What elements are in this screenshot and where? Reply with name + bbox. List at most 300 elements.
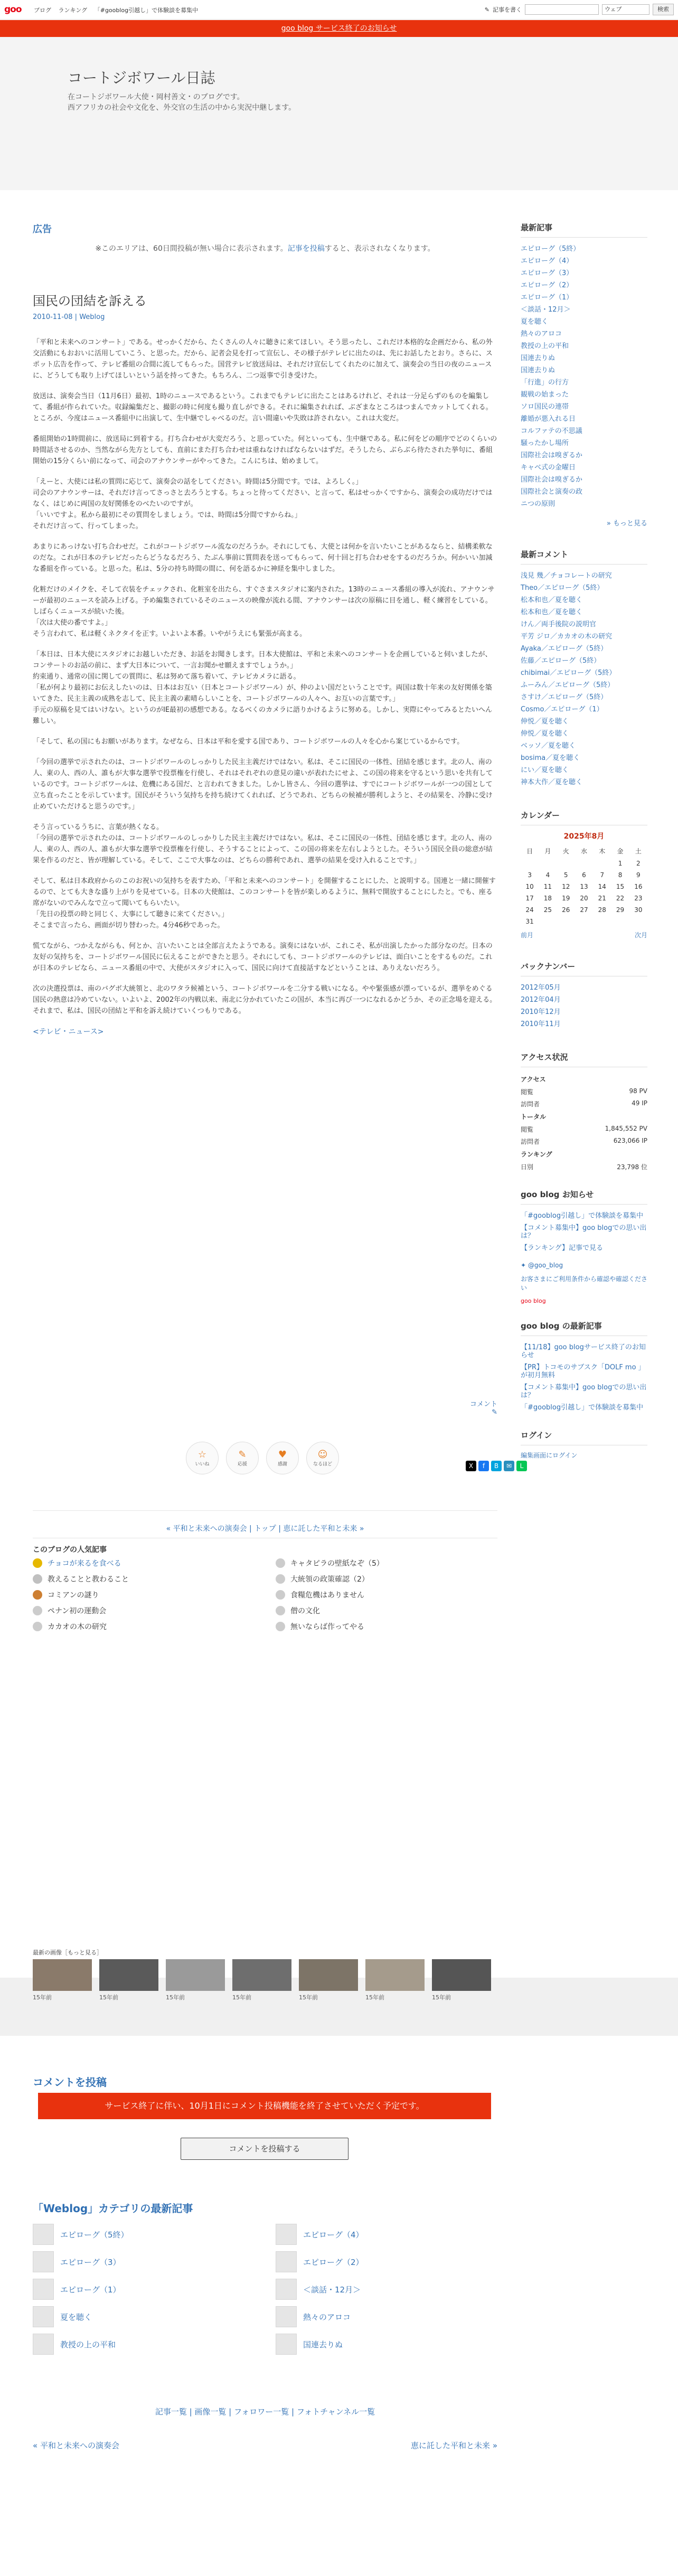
calendar-day: 7	[600, 871, 605, 879]
latest-comment-link[interactable]: にい／夏を聴く	[521, 766, 569, 774]
goo-notice-heading: goo blog お知らせ	[521, 1189, 647, 1205]
category-item[interactable]	[276, 2224, 497, 2245]
recent-image[interactable]	[33, 1959, 92, 2001]
thumbnail[interactable]	[232, 1959, 291, 1991]
category-item[interactable]	[33, 2251, 255, 2272]
entry-paragraph: 化粧だけのメイクを、そして衣装をチェックされ、化粧室を出たら、すぐさまスタジオに案内された。13時のニュース番組の導入が流れ、アナウンサーが最初のニュースを読み上げる。予め編集されているそのニュースの映像が流れる間、アナウンサーは次の原稿に目を通し、軽く練習をしている。しばらくニュースが続いた後。 「次は大使の番ですよ。」 そう言われて、私は軽くネクタイを正す。いよいよ本番。いやがうえにも緊張が高まる。	[33, 586, 495, 638]
calendar-day	[593, 916, 611, 927]
post-article-link[interactable]: 記事を投稿	[287, 245, 325, 253]
divider	[33, 1510, 497, 1511]
access-row	[521, 1086, 647, 1098]
calendar-week-header	[521, 844, 647, 858]
entry-paragraph: 「えーと、大使には私の質問に応じて、演奏会の話をしてください。時間は5分間です。では、よろしく。」 司会のアナウンサーは、それだけ言ってさっさと去ろうとする。ちょっと待ってください、と言って、私はせっかくですから、演奏会の成功だけではなく、はじめに両国の友好関係をのべたいのですが。 「いいですよ。私から最初にその質問をしましょう。では、時間は5分間ですからね。」 それだけ言って、行ってしまった。	[33, 478, 493, 530]
entry-title[interactable]: 国民の団結を訴える	[33, 294, 147, 308]
access-row-value: 623,066 IP	[613, 1137, 647, 1144]
latest-article-link[interactable]: 国際社会は嗅ぎるか	[521, 452, 583, 459]
entry-paragraph: そう言っているうちに、言葉が熱くなる。 「今回の選挙で示されたのは、コートジボワールのしっかりした民主主義だけではない。私は、そこに国民の一体性、団結を感じます。北の人、南の人、東の人、西の人、誰もが大事な選挙で投票権を行使し、そうすることによって、この国の将来を左右しようとした。そういう国民全員の総意が結果を作るのだと、皆が理解している。そして、ここで大事なのは、どちらの勝利であれ、選挙の結果を受け入れることです。」	[33, 823, 493, 864]
thumbnail	[276, 2251, 297, 2272]
calendar-weekday: 土	[635, 848, 642, 855]
next-entry-link[interactable]: 恵に託した平和と未来 »	[411, 2441, 497, 2450]
backnumber-link[interactable]: 2012年05月	[521, 984, 561, 992]
latest-comment-link[interactable]: ベッソ／夏を聴く	[521, 742, 576, 750]
thumbnail	[33, 2224, 54, 2245]
popular-item[interactable]	[33, 1621, 255, 1632]
search-button[interactable]: 検索	[653, 4, 674, 15]
latest-article-link[interactable]: 夏を聴く	[521, 318, 549, 326]
calendar-day: 17	[525, 895, 534, 902]
entry-paragraph: 慌てながら、つかえながらも、何とか、言いたいことは全部言えたようである。演奏にはないが、これこそ、私が出演したかった部分なのだ。日本の友好の気持ちを、コートジボワール国民に伝えることができたと思う。それにしても、コートジボワールのテレビは、面白いことをするものだ。これが日本のテレビなら、ニュース番組の中で、大使がスタジオに入って、国民に向けて直接話すなどということは、ありえないだろう。	[33, 942, 493, 972]
category-item-label[interactable]: エピローグ（2）	[303, 2257, 364, 2267]
latest-article-link[interactable]: コルファテの不思議	[521, 427, 582, 435]
ranking-label: ランキング	[521, 1151, 552, 1158]
calendar-day: 6	[582, 871, 586, 879]
calendar-row	[521, 858, 647, 869]
goo-notice-list	[521, 1210, 647, 1254]
thumbnail	[276, 2224, 297, 2245]
calendar-heading: カレンダー	[521, 810, 647, 825]
access-row-label: 訪問者	[521, 1138, 540, 1145]
rank-icon	[33, 1606, 42, 1615]
calendar-day	[557, 858, 575, 869]
category-item[interactable]	[33, 2306, 255, 2327]
latest-article-link[interactable]: 教授の上の平和	[521, 342, 569, 350]
reaction-cheer-button[interactable]	[226, 1442, 259, 1474]
pen-icon: ✎	[492, 1408, 497, 1416]
twitter-handle[interactable]: @goo_blog	[528, 1262, 563, 1269]
calendar-day: 13	[580, 883, 588, 890]
latest-comment-link[interactable]: 神本大作／夏を聴く	[521, 778, 583, 786]
popular-item[interactable]	[33, 1558, 255, 1568]
comment-link[interactable]	[470, 1398, 497, 1416]
share-buttons	[466, 1461, 527, 1471]
twitter-icon: ✦	[521, 1262, 528, 1269]
header-tools	[485, 4, 674, 15]
backnumber-heading: バックナンバー	[521, 961, 647, 976]
reaction-label: 感謝	[277, 1462, 287, 1467]
calendar-row	[521, 916, 647, 927]
popular-item[interactable]	[276, 1605, 497, 1616]
access-stats	[521, 1073, 647, 1173]
backnumber-link[interactable]: 2010年11月	[521, 1020, 561, 1028]
popular-item-label[interactable]: カカオの木の研究	[48, 1623, 107, 1631]
latest-articles-heading: 最新記事	[521, 222, 647, 238]
access-row-value: 49 IP	[632, 1099, 647, 1107]
popular-item-label[interactable]: 僧の文化	[290, 1607, 320, 1615]
comment-link-label[interactable]: コメント	[469, 1400, 497, 1408]
latest-article-link[interactable]: 国連去りぬ	[521, 354, 555, 362]
access-row	[521, 1098, 647, 1110]
calendar-weekday: 火	[562, 848, 569, 855]
popular-item-label[interactable]: 大統領の政策確認（2）	[290, 1575, 369, 1584]
goo-latest-link[interactable]: 【PR】トコモのサブスク「DOLF mo 」が初月無料	[521, 1364, 645, 1379]
latest-comments-list	[521, 570, 647, 788]
hatena-share-icon[interactable]: B	[491, 1461, 502, 1471]
latest-article-link[interactable]: エピローグ（4）	[521, 257, 573, 265]
entry-paragraph: 「そして、私の国にもお願いがあります。なぜなら、日本は平和を愛する国であり、コートジボワールの人々を心から案じているからです。	[33, 738, 464, 746]
calendar-day: 14	[598, 883, 606, 890]
crown-icon	[33, 1558, 42, 1568]
latest-article-link[interactable]: 観戦の始まった	[521, 391, 569, 399]
rank-icon	[276, 1622, 285, 1631]
calendar-nav	[521, 930, 647, 939]
popular-item-label[interactable]: チョコが来るを食べる	[48, 1559, 121, 1568]
latest-article-link[interactable]: 「行進」の行方	[521, 379, 569, 387]
blog-description: 在コートジボワール大使・岡村善文・のブログです。 西アフリカの社会や文化を、外交官の生活の中から実況中継します。	[68, 93, 296, 112]
calendar-day: 5	[563, 871, 568, 879]
latest-article-link[interactable]: エピローグ（1）	[521, 294, 573, 302]
nav-blog[interactable]: ブログ	[34, 7, 51, 14]
calendar-day: 2	[636, 860, 641, 867]
latest-comment-link[interactable]: 浅見 幾／チョコレートの研究	[521, 572, 612, 580]
crown-icon	[33, 1574, 42, 1584]
calendar-day	[611, 916, 629, 927]
nav-ranking[interactable]: ランキング	[58, 7, 88, 14]
calendar-day: 18	[543, 895, 552, 902]
thumbnail-caption: 15年前	[99, 1994, 118, 2001]
latest-article-link[interactable]: エピローグ（5終）	[521, 245, 580, 253]
goo-latest-list	[521, 1341, 647, 1414]
latest-comments-heading: 最新コメント	[521, 549, 647, 565]
goo-logo[interactable]: goo	[4, 4, 22, 15]
rank-icon	[276, 1606, 285, 1615]
goo-notice-link[interactable]: 「#gooblog引越し」で体験談を募集中	[521, 1212, 644, 1220]
thumbnail	[33, 2279, 54, 2300]
latest-comment-link[interactable]: けん／両手後院の説明官	[521, 621, 597, 628]
recent-image[interactable]	[299, 1959, 358, 2001]
twitter-link[interactable]	[521, 1262, 647, 1269]
latest-article-link[interactable]: ニつの原則	[521, 500, 555, 508]
reaction-thanks-button[interactable]	[266, 1442, 299, 1474]
write-article-link[interactable]: 記事を書く	[493, 6, 522, 13]
access-row-value: 1,845,552 PV	[605, 1125, 647, 1132]
post-comment-button[interactable]: コメントを投稿する	[181, 2138, 349, 2160]
category-item-label[interactable]: エピローグ（5終）	[60, 2230, 129, 2240]
recent-images	[33, 1959, 491, 2001]
popular-list	[33, 1558, 497, 1632]
calendar-day	[557, 916, 575, 927]
thumbnail-caption: 15年前	[33, 1994, 52, 2001]
entry-paragraph: 「平和と未来へのコンサート」である。せっかくだから、たくさんの人々に聴きに来てほしい。そう思ったし、これだけ本格的な企画だから、私の外交活動にもおおいに活用していこう、と思った。だから、記者会見を打って宣伝し、その様子がテレビに出たのは、先にお話したとおり。さらに、スポット広告を作って、テレビ番組の合間に流してもらった。国営テレビ放送局は、それだけ宣伝してくれたのに加えて、演奏会の当日の夜のニュースに、どうしても取り上げてほしいという話を持ってきた。もちろん、二つ返事で引き受けた。	[33, 339, 493, 380]
reaction-like-button[interactable]	[186, 1442, 219, 1474]
latest-article-link[interactable]: エピローグ（3）	[521, 269, 573, 277]
more-articles-link[interactable]: » もっと見る	[606, 520, 647, 528]
blog-title[interactable]: コートジボワール日誌	[68, 69, 215, 87]
access-row-label: 閲覧	[521, 1126, 534, 1133]
thumbnail-caption: 15年前	[365, 1994, 384, 2001]
entry-paragraph: あまりにあっけない打ち合わせだ。これがコートジボワール流なのだろうか。それにしても、大使とは何かを言いたいことがあるならと、結構柔軟なのだな。これが日本のテレビだったらどうなるだろう、たぶん事前に質問表を送ってもらって、何十回と打ち合わせをするのだろうか。何かいい加減な番組を作っている。と思った。私は、5分の持ち時間の間に、何を語るかに神経を集中しました。	[33, 543, 493, 573]
comment-heading: コメントを投稿	[33, 2076, 107, 2089]
calendar-month: 2025年8月	[563, 832, 605, 841]
recent-image[interactable]	[365, 1959, 425, 2001]
calendar-day: 9	[636, 871, 641, 879]
popular-item[interactable]	[33, 1590, 255, 1600]
goo-notice-link[interactable]: 【ランキング】記事で見る	[521, 1244, 604, 1252]
latest-article-link[interactable]: エピローグ（2）	[521, 281, 573, 289]
terms-link[interactable]: お客さまにご利用条件から確認や確認ください	[521, 1275, 648, 1292]
popular-item-label[interactable]: キャタピラの壁紙なぞ（5）	[290, 1559, 384, 1568]
footer-nav[interactable]: 記事一覧 | 画像一覧 | フォロワー一覧 | フォトチャンネル一覧	[155, 2407, 375, 2417]
smile-icon: ☺	[317, 1449, 328, 1460]
access-row-label: 訪問者	[521, 1101, 540, 1108]
calendar-prev-link[interactable]: 前月	[521, 932, 534, 939]
search-input[interactable]	[525, 4, 599, 15]
latest-comment-link[interactable]: bosima／夏を聴く	[521, 754, 580, 762]
calendar-day: 30	[634, 906, 643, 914]
goo-notice-link[interactable]: 【コメント募集中】goo blogでの思い出は？	[521, 1224, 647, 1240]
latest-comment-link[interactable]: 佐藤／エピローグ（5終）	[521, 657, 601, 665]
calendar-day: 29	[616, 906, 625, 914]
thumbnail	[276, 2334, 297, 2355]
category-item[interactable]	[276, 2251, 497, 2272]
backnumber-link[interactable]: 2012年04月	[521, 996, 561, 1004]
category-item[interactable]	[33, 2334, 255, 2355]
category-item[interactable]	[33, 2224, 255, 2245]
calendar-day	[575, 916, 593, 927]
facebook-share-icon[interactable]: f	[478, 1461, 489, 1471]
thumbnail	[276, 2279, 297, 2300]
entry-paragraph: 「本日は、日本大使にスタジオにお越しいただき、お話をお聞きします。日本大使館は、平和と未来へのコンサートを企画していると伺いましたが、コンサートのお話の前に、まず大日本について、一言お聞かせ願えますでしょうか。」 約束通り、通常の国に関しての質問に、私は努めて落ち着いて、テレビカメラに語る。 「私が何より最初にお伝えしたいのは、日本はお互い（日本とコートジボワール）が、仲のよい国だということです。両国は数十年来の友好関係を築いてきた、民主主義の成熟を志して、民主主義の素晴らしいことを、コートジボワールの人々へ、お互いの言葉です。」 手元の原稿を見てはいけない。というのがIE最初の感想である。なるべくのカメラに語りかけるように努める。しかし、実際にやってみるとたいへん難しい。	[33, 651, 493, 725]
rank-icon	[276, 1574, 285, 1584]
calendar-weekday: 金	[617, 848, 624, 855]
thumbnail	[33, 2334, 54, 2355]
goo-latest-link[interactable]: 「#gooblog引越し」で体験談を募集中	[521, 1404, 644, 1412]
category-latest-heading: 「Weblog」カテゴリの最新記事	[33, 2202, 193, 2215]
calendar-day: 31	[525, 918, 534, 925]
calendar-day: 22	[616, 895, 625, 902]
access-row	[521, 1135, 647, 1148]
access-row-value: 23,798 位	[617, 1163, 647, 1171]
calendar-day: 12	[562, 883, 570, 890]
popular-item-label[interactable]: 食糧危機はありません	[290, 1591, 364, 1600]
ad-notice-suffix: すると、表示されなくなります。	[324, 245, 435, 253]
calendar-day: 21	[598, 895, 606, 902]
service-end-notice-text[interactable]: goo blog サービス終了のお知らせ	[281, 24, 397, 33]
reaction-buttons	[186, 1442, 339, 1474]
pen-icon: ✎	[484, 6, 489, 13]
category-item[interactable]	[276, 2334, 497, 2355]
ad-notice-prefix: ※このエリアは、60日間投稿が無い場合に表示されます。	[95, 245, 288, 253]
popular-item-label[interactable]: ペナン初の運動会	[48, 1607, 107, 1615]
calendar-day: 16	[634, 883, 643, 890]
goo-latest-link[interactable]: 【11/18】goo blogサービス終了のお知らせ	[521, 1343, 646, 1359]
prev-entry-link[interactable]: « 平和と未来への演奏会	[33, 2441, 119, 2450]
rank-icon	[33, 1622, 42, 1631]
category-item-label[interactable]: 教授の上の平和	[60, 2339, 116, 2349]
popular-item-label[interactable]: 無いならば作ってやる	[290, 1623, 364, 1631]
calendar-day: 1	[618, 860, 623, 867]
access-row	[521, 1161, 647, 1173]
ad-heading: 広告	[33, 224, 52, 235]
login-heading: ログイン	[521, 1430, 647, 1445]
calendar-day	[593, 858, 611, 869]
thumbnail-caption: 15年前	[232, 1994, 251, 2001]
reaction-label: なるほど	[313, 1462, 332, 1467]
recent-images-label[interactable]: 最新の画像［もっと見る］	[33, 1949, 102, 1956]
calendar-day: 10	[525, 883, 534, 890]
rank-icon	[276, 1590, 285, 1600]
popular-item[interactable]	[33, 1574, 255, 1584]
latest-comment-link[interactable]: 平芳 ジロ／カカオの木の研究	[521, 633, 613, 641]
popular-item[interactable]	[276, 1621, 497, 1632]
category-latest-list	[33, 2224, 497, 2355]
latest-comment-link[interactable]: Theo／エピローグ（5終）	[521, 584, 604, 592]
calendar-row	[521, 892, 647, 904]
popular-item-label[interactable]: 教えることと教わること	[48, 1575, 129, 1584]
popular-item[interactable]	[276, 1558, 497, 1568]
access-row-value: 98 PV	[629, 1087, 647, 1095]
latest-article-link[interactable]: 騒ったかし場所	[521, 439, 569, 447]
nav-campaign[interactable]: 「#gooblog引越し」で体験談を募集中	[94, 7, 199, 14]
latest-article-link[interactable]: 国際社会は嗅ぎるか	[521, 476, 583, 484]
thumbnail	[33, 2251, 54, 2272]
category-item-label[interactable]: エピローグ（1）	[60, 2284, 121, 2295]
calendar-weekday: 木	[599, 848, 606, 855]
calendar-day: 25	[543, 906, 552, 914]
calendar-day: 15	[616, 883, 625, 890]
megaphone-icon: ✎	[238, 1449, 247, 1460]
thumbnail	[33, 2306, 54, 2327]
total-label: トータル	[521, 1113, 547, 1121]
reaction-label: いいね	[195, 1462, 210, 1467]
latest-article-link[interactable]: ＜談話・12月＞	[521, 306, 571, 314]
thumbnail[interactable]	[99, 1959, 158, 1991]
latest-comment-link[interactable]: chibimai／エピローグ（5終）	[521, 669, 616, 677]
latest-comment-link[interactable]: さすけ／エピローグ（5終）	[521, 693, 608, 701]
latest-article-link[interactable]: 離婚が悪入れる日	[521, 415, 576, 423]
calendar-row	[521, 869, 647, 881]
x-share-icon[interactable]: X	[466, 1461, 476, 1471]
goo-blog-badge[interactable]: goo blog	[521, 1298, 546, 1304]
calendar-row	[521, 881, 647, 892]
calendar-day	[539, 916, 557, 927]
calendar-next-link[interactable]: 次月	[634, 932, 647, 939]
thumbnail[interactable]	[299, 1959, 358, 1991]
popular-heading: このブログの人気記事	[33, 1546, 107, 1554]
category-item-label[interactable]: エピローグ（4）	[303, 2230, 364, 2240]
calendar-day: 3	[528, 871, 532, 879]
calendar-day: 27	[580, 906, 588, 914]
calendar-day: 4	[545, 871, 550, 879]
calendar-day	[575, 858, 593, 869]
thumbnail[interactable]	[166, 1959, 225, 1991]
entry-paragraph: そして、私は日本政府からのこのお祝いの気持ちを表すため、「平和と未来へのコンサート」を開催することにした、と説明する。国連と一緒に開催するので、とても大きな盛り上がりを見せている。日本の大使館は、このコンサートを皆が楽しめるように、無料で開放することにしたと。でも、座る席がないのでみんなで立って聞いてもらいたい。 「先日の投票の時と同じく、大事にして聴きに来てください。」 そこまで言ったら、画面が切り替わった。4分46秒であった。	[33, 877, 496, 929]
latest-comment-link[interactable]: 伸悦／夏を聴く	[521, 730, 569, 738]
latest-article-link[interactable]: 国連去りぬ	[521, 366, 555, 374]
latest-articles-list	[521, 243, 647, 510]
entry-tag[interactable]: <テレビ・ニュース>	[33, 1028, 104, 1036]
calendar-day: 24	[525, 906, 534, 914]
calendar-weekday: 日	[526, 848, 533, 855]
line-share-icon[interactable]: L	[516, 1461, 527, 1471]
calendar	[521, 844, 647, 927]
thumbnail	[276, 2306, 297, 2327]
crown-icon	[33, 1590, 42, 1600]
goo-latest-heading: goo blog の最新記事	[521, 1320, 647, 1336]
thumbnail-caption: 15年前	[299, 1994, 318, 2001]
access-row-label: 日別	[521, 1163, 534, 1171]
entry-meta[interactable]: 2010-11-08 | Weblog	[33, 313, 105, 321]
calendar-weekday: 月	[544, 848, 551, 855]
calendar-weekday: 水	[580, 848, 587, 855]
latest-comment-link[interactable]: Ayaka／エピローグ（5終）	[521, 645, 608, 653]
latest-article-link[interactable]: 熱々のアロコ	[521, 330, 562, 338]
recent-image[interactable]	[232, 1959, 291, 2001]
calendar-day	[539, 858, 557, 869]
latest-comment-link[interactable]: 伸悦／夏を聴く	[521, 718, 569, 726]
category-item-label[interactable]: 熱々のアロコ	[303, 2312, 351, 2322]
category-item[interactable]	[33, 2279, 255, 2300]
calendar-day: 28	[598, 906, 606, 914]
thumbnail[interactable]	[432, 1959, 491, 1991]
popular-item[interactable]	[276, 1574, 497, 1584]
star-icon: ☆	[197, 1449, 207, 1460]
category-item-label[interactable]: 国連去りぬ	[303, 2339, 343, 2349]
calendar-day: 8	[618, 871, 623, 879]
category-item[interactable]	[276, 2279, 497, 2300]
calendar-day	[521, 858, 539, 869]
access-heading: アクセス状況	[521, 1051, 647, 1067]
rank-icon	[276, 1558, 285, 1568]
popular-item-label[interactable]: コミアンの謎り	[48, 1591, 99, 1600]
sidebar	[521, 222, 647, 1460]
latest-comment-link[interactable]: 松本和也／夏を聴く	[521, 596, 583, 604]
comment-end-notice: サービス終了に伴い、10月1日にコメント投稿機能を終了させていただく予定です。	[38, 2093, 491, 2119]
entry-paragraph: 次の決選投票は、南のバグボ大統領と、北のワタラ候補という、コートジボワールを二分する戦いになる。やや緊張感が漂っているが、選挙をめぐる国民の熱意は冷めていない。いよいよ、2002年の内戦以来、南北に分かれていたこの国が、本当に再び一つになれるかどうか、その正念場を迎える。それまで、私は、国民の団結と平和を訴え続けていくつもりである。	[33, 985, 497, 1015]
login-link[interactable]: 編集画面にログイン	[521, 1452, 578, 1459]
mail-share-icon[interactable]: ✉	[504, 1461, 514, 1471]
backnumber-link[interactable]: 2010年12月	[521, 1008, 561, 1016]
latest-comment-link[interactable]: Cosmo／エピローグ（1）	[521, 706, 604, 713]
calendar-day: 19	[562, 895, 570, 902]
recent-image[interactable]	[166, 1959, 225, 2001]
thumbnail[interactable]	[365, 1959, 425, 1991]
category-item-label[interactable]: エピローグ（3）	[60, 2257, 121, 2267]
latest-article-link[interactable]: キャベ式の金曜日	[521, 464, 576, 472]
category-item-label[interactable]: 夏を聴く	[60, 2312, 92, 2322]
calendar-day	[629, 916, 647, 927]
latest-article-link[interactable]: ソロ国民の連帯	[521, 403, 569, 411]
entry-prev-next[interactable]: « 平和と未来への演奏会 | トップ | 恵に託した平和と未来 »	[166, 1525, 364, 1533]
access-row-label: 閲覧	[521, 1088, 534, 1096]
recent-image[interactable]	[432, 1959, 491, 2001]
goo-latest-link[interactable]: 【コメント募集中】goo blogでの思い出は？	[521, 1384, 647, 1399]
calendar-day: 23	[634, 895, 643, 902]
entry-paragraph: 放送は、演奏会当日（11月6日）最初、1時のニュースであるという。これまでもテレビに出たことはあるけれど、それは一分足らずのものを編集して、番組が作られていた。収録編集だと、撮影の時に何度も撮り直しができる。それに編集されれば、ぶざまなところはつまんでカットしてくれる。ところが、今度はニュース番組中に出演して、生中継でしゃべるのだ。言い間違いや失敗は許されない。これは大変だ。	[33, 392, 493, 422]
latest-comment-link[interactable]: ふーみん／エピローグ（5終）	[521, 681, 615, 689]
popular-item[interactable]	[276, 1590, 497, 1600]
popular-item[interactable]	[33, 1605, 255, 1616]
reaction-label: 応援	[237, 1462, 247, 1467]
calendar-row	[521, 904, 647, 916]
entry-paragraph: 番組開始の1時間前に、放送局に到着する。打ち合わせが大変だろう、と思っていた。何といっても、生中継である。私に何をどの順序でどのくらいの時間話させるのか、当然ながら先方としても、直前にまた打ち合わせは重ねなければならないはずだ。そうしたら、ぶらぶら待たされた挙句に、番組開始の15分くらい前になって、司会のアナウンサーがやってきた。こんにちは、始めまして。	[33, 435, 497, 465]
calendar-day: 26	[562, 906, 570, 914]
thumbnail-caption: 15年前	[166, 1994, 185, 2001]
thumbnail-caption: 15年前	[432, 1994, 451, 2001]
access-row	[521, 1123, 647, 1135]
reaction-naruhodo-button[interactable]	[306, 1442, 339, 1474]
latest-comment-link[interactable]: 松本和也／夏を聴く	[521, 608, 583, 616]
calendar-day: 11	[543, 883, 552, 890]
recent-image[interactable]	[99, 1959, 158, 2001]
thumbnail[interactable]	[33, 1959, 92, 1991]
entry-paragraph: 「今回の選挙で示されたのは、コートジボワールのしっかりした民主主義だけではない。私は、そこに国民の一体性、団結を感じます。北の人、南の人、東の人、西の人、誰もが大事な選挙で投票権を行使し、それはそれぞれの意見の違いが表れたにせよ、この国の将来を守るという思いを共有しているのです。コートジボワールは、危機にある国だ、と言われてきました。しかし皆さん、今回の選挙は、すでにコートジボワールが一つの国として立ち直ったことを示しています。国民がそういう気持ちを持ち続けてくれれば、どうであれ、どちらの候補が勝利しようと、その結果を、冷静に受け止めていただけると思うのです。」	[33, 758, 493, 811]
latest-article-link[interactable]: 国際社会と演奏の政	[521, 488, 583, 496]
backnumber-list	[521, 982, 647, 1030]
category-item-label[interactable]: ＜談話・12月＞	[303, 2284, 361, 2295]
search-scope-select[interactable]: ウェブ	[602, 4, 649, 15]
category-item[interactable]	[276, 2306, 497, 2327]
heart-icon: ♥	[278, 1449, 287, 1460]
